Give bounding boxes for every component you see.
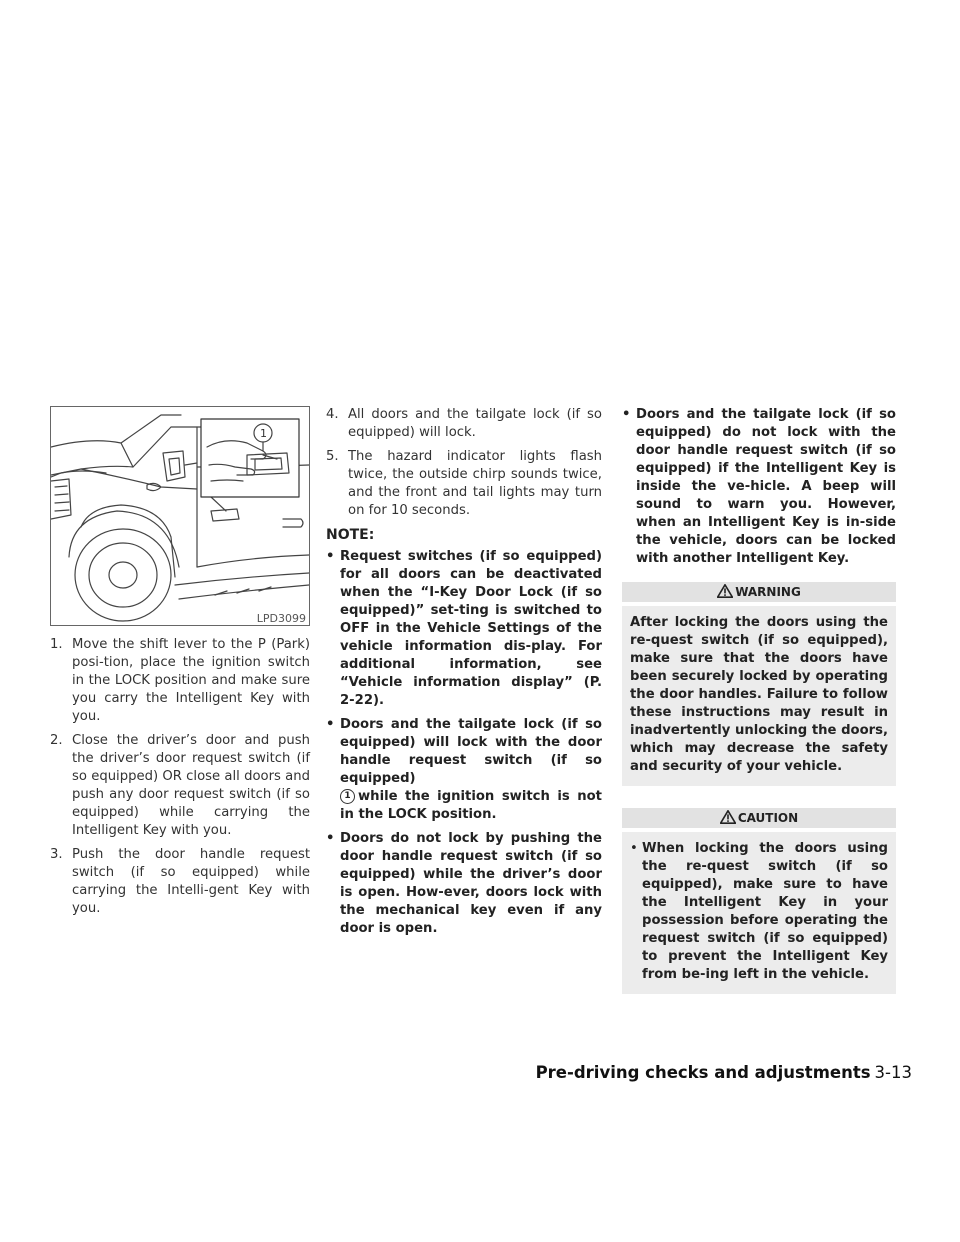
note-item-4: • Doors and the tailgate lock (if so equipped) do not lock with the door handle request switch (if so equipped) if the Intelligent Key is inside the ve-hicle. A beep will sound to warn you. However, when an Intelligent Key is in-side the vehicle, doors can be locked with another Intelligent Key. xyxy=(622,407,896,566)
step-2-text: Close the driver’s door and push the driver’s door request switch (if so equipped) OR close all doors and push any door request switch (if so equipped) while carrying the Intelligent Key with you. xyxy=(72,733,310,838)
note-item-3: • Doors do not lock by pushing the door handle request switch (if so equipped) while the driver’s door is open. How-ever, doors lock with the mechanical key even if any door is open. xyxy=(326,831,602,936)
caution-header xyxy=(622,808,896,828)
middle-column xyxy=(326,406,602,944)
section-title: Pre-driving checks and adjustments xyxy=(535,1063,871,1082)
right-column xyxy=(622,406,896,994)
step-3: 3. Push the door handle request switch (if so equipped) while carrying the Intelli-gent Key with you. xyxy=(50,847,310,916)
step-3-text: Push the door handle request switch (if so equipped) while carrying the Intelli-gent Key with you. xyxy=(72,847,310,916)
caution-body xyxy=(622,832,896,994)
warning-triangle-icon xyxy=(717,584,733,598)
left-column xyxy=(50,406,310,924)
step-2: 2. Close the driver’s door and push the driver’s door request switch (if so equipped) OR close all doors and push any door request switch (if so equipped) while carrying the Intelligent Key with you. xyxy=(50,733,310,838)
caution-item: • When locking the doors using the re-quest switch (if so equipped), make sure to have the Intelligent Key in your possession before operating the request switch (if so equipped) to prevent the Intelligent Key from be-ing left in the vehicle. xyxy=(630,841,888,982)
note-item-2: • Doors and the tailgate lock (if so equipped) will lock with the door handle request switch (if so equipped) 1 while the ignition switch is not in the LOCK position. xyxy=(326,717,602,822)
note-item-1: • Request switches (if so equipped) for all doors can be deactivated when the “I-Key Door Lock (if so equipped)” set-ting is switched to OFF in the Vehicle Settings of the vehicle information dis-play. For additional information, see “Vehicle information display” (P. 2-22). xyxy=(326,549,602,708)
callout-1-icon: 1 xyxy=(340,789,355,804)
caution-triangle-icon xyxy=(720,810,736,824)
truck-door-drawing xyxy=(51,407,309,625)
callout-number: 1 xyxy=(260,427,267,440)
note-heading: NOTE: xyxy=(326,527,375,543)
step-5: 5. The hazard indicator lights flash twice, the outside chirp sounds twice, and the front and tail lights may turn on for 10 seconds. xyxy=(326,449,602,518)
warning-header xyxy=(622,582,896,602)
note-list-continued xyxy=(622,406,896,568)
step-4: 4. All doors and the tailgate lock (if so equipped) will lock. xyxy=(326,407,602,440)
note-list xyxy=(326,548,602,938)
step-5-text: The hazard indicator lights flash twice, the outside chirp sounds twice, and the front and tail lights may turn on for 10 seconds. xyxy=(348,449,602,518)
door-handle-illustration xyxy=(50,406,310,626)
step-1: 1. Move the shift lever to the P (Park) posi-tion, place the ignition switch in the LOCK position and make sure you carry the Intelligent Key with you. xyxy=(50,637,310,724)
steps-list-a xyxy=(50,636,310,918)
caution-title: CAUTION xyxy=(737,811,799,825)
warning-body: After locking the doors using the re-quest switch (if so equipped), make sure that the doors have been securely locked by operating the door handles. Failure to follow these instructions may result in inadvertently unlocking the doors, which may decrease the safety and security of your vehicle. xyxy=(622,606,896,786)
figure-code: LPD3099 xyxy=(256,612,306,625)
page-footer xyxy=(536,1063,912,1082)
steps-list-b xyxy=(326,406,602,520)
step-1-text: Move the shift lever to the P (Park) posi-tion, place the ignition switch in the LOCK position and make sure you carry the Intelligent Key with you. xyxy=(72,637,310,724)
warning-title: WARNING xyxy=(735,585,801,599)
step-4-text: All doors and the tailgate lock (if so equipped) will lock. xyxy=(348,407,602,440)
page-number: 3-13 xyxy=(874,1063,912,1082)
